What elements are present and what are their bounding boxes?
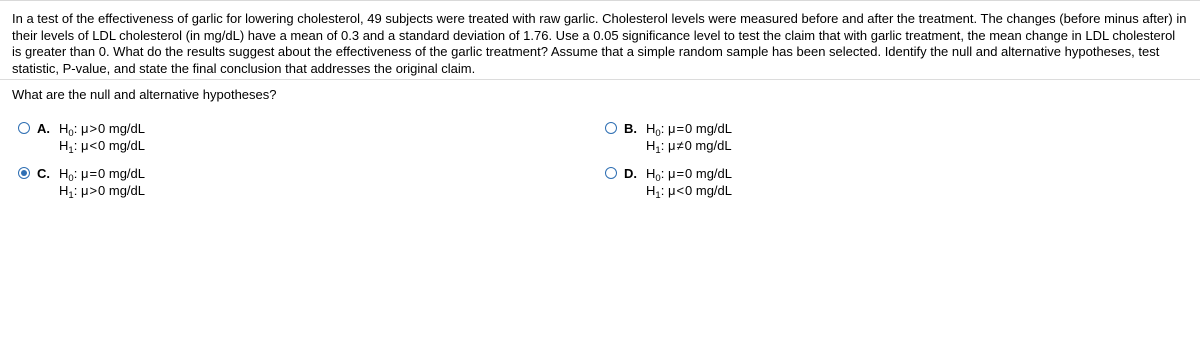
option-c-letter: C. [37, 166, 50, 181]
option-a-alternative-hypothesis: $H_1$: μ<0 mg/dL [59, 138, 146, 156]
prompt-text: What are the null and alternative hypotheses? [12, 87, 277, 102]
option-d-letter: D. [624, 166, 637, 181]
option-b-null-hypothesis: $H_0$: μ=0 mg/dL [646, 121, 733, 139]
section-divider [0, 79, 1200, 80]
option-b-alternative-hypothesis: $H_1$: μ≠0 mg/dL [646, 138, 732, 156]
option-b-letter: B. [624, 121, 637, 136]
option-a-radio[interactable] [18, 122, 30, 134]
option-d-alternative-hypothesis: $H_1$: μ<0 mg/dL [646, 183, 733, 201]
option-c-null-hypothesis: $H_0$: μ=0 mg/dL [59, 166, 146, 184]
option-c-alternative-hypothesis: $H_1$: μ>0 mg/dL [59, 183, 146, 201]
option-a-letter: A. [37, 121, 50, 136]
option-d-radio[interactable] [605, 167, 617, 179]
option-c-radio[interactable] [18, 167, 30, 179]
question-text: In a test of the effectiveness of garlic for lowering cholesterol, 49 subjects were treated with raw garlic. Cholesterol levels were measured before and after the treatment. The changes (before minus after) in their levels of LDL cholesterol (in mg/dL) have a mean of 0.3 and a standard deviation of 1.76. Use a 0.05 significance level to test the claim that with garlic treatment, the mean change in LDL cholesterol is greater than 0. What do the results suggest about the effectiveness of the garlic treatment? Assume that a simple random sample has been selected. Identify the null and alternative hypotheses, test statistic, P-value, and state the final conclusion that addresses the original claim. [12, 11, 1187, 76]
top-border [0, 0, 1200, 1]
option-b-radio[interactable] [605, 122, 617, 134]
option-a-null-hypothesis: $H_0$: μ>0 mg/dL [59, 121, 146, 139]
option-d-null-hypothesis: $H_0$: μ=0 mg/dL [646, 166, 733, 184]
